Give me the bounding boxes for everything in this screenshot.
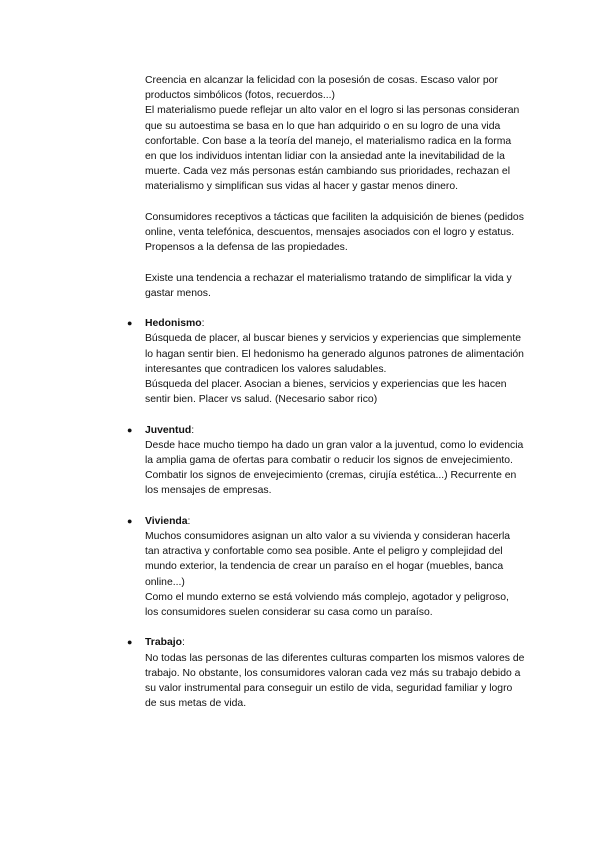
section-title: Trabajo (145, 637, 182, 649)
section-line: Muchos consumidores asignan un alto valor a su vivienda y consideran hacerla tan atractiva y confortable como sea posible. Ante el peligro y complejidad del mundo exterior, la tendencia de crear un paraíso en el hogar (muebles, banca online...) (145, 531, 511, 588)
intro-paragraph-3: Consumidores receptivos a tácticas que faciliten la adquisición de bienes (pedidos online, venta telefónica, descuentos, mensajes asociados con el logro y estatus. Propensos a la defensa de las propiedades. (145, 211, 524, 254)
section-juventud (127, 423, 525, 499)
intro-paragraph-4: Existe una tendencia a rechazar el materialismo tratando de simplificar la vida y gastar menos. (145, 272, 512, 299)
section-colon: : (181, 637, 185, 649)
section-line: Búsqueda de placer, al buscar bienes y servicios y experiencias que simplemente lo hagan sentir bien. El hedonismo ha generado algunos patrones de alimentación interesantes que contradicen los valores saludables. (145, 333, 524, 375)
section-line: Combatir los signos de envejecimiento (cremas, cirujía estética...) Recurrente en los mensajes de empresas. (145, 470, 517, 497)
intro-paragraph-1: Creencia en alcanzar la felicidad con la posesión de cosas. Escaso valor por productos simbólicos (fotos, recuerdos...) (145, 75, 498, 102)
paragraph-gap (145, 407, 525, 422)
section-line: No todas las personas de las diferentes culturas comparten los mismos valores de trabajo. No obstante, los consumidores valoran cada vez más su trabajo debido a su valor instrumental para conseguir un estilo de vida, seguridad familiar y logro de sus metas de vida. (145, 652, 525, 710)
section-colon: : (187, 515, 191, 527)
section-heading (145, 635, 525, 650)
paragraph-gap (145, 301, 525, 316)
section-line: Desde hace mucho tiempo ha dado un gran valor a la juventud, como lo evidencia la amplia gama de ofertas para combatir o reducir los signos de envejecimiento. (145, 439, 524, 467)
section-title: Hedonismo (145, 318, 202, 330)
bullet-icon: ● (127, 424, 133, 435)
section-trabajo (127, 635, 525, 711)
paragraph-gap (145, 620, 525, 635)
section-line: Búsqueda del placer. Asocian a bienes, servicios y experiencias que les hacen sentir bien. Placer vs salud. (Necesario sabor rico) (145, 379, 507, 406)
section-vivienda (127, 514, 525, 620)
bullet-icon: ● (127, 515, 133, 526)
section-hedonismo (127, 316, 525, 407)
bullet-icon: ● (127, 318, 133, 329)
intro-paragraph-2: El materialismo puede reflejar un alto valor en el logro si las personas consideran que su autoestima se basa en lo que han adquirido o en su logro de una vida confortable. Con base a la teoría del manejo, el materialismo radica en la forma en que los individuos intentan lidiar con la ansiedad ante la inevitabilidad de la muerte. Cada vez más personas están cambiando sus prioridades, rechazan el materialismo y simplifican sus vidas al hacer y gastar menos dinero. (145, 105, 520, 193)
section-title: Vivienda (145, 515, 188, 527)
section-line: Como el mundo externo se está volviendo más complejo, agotador y peligroso, los consumidores suelen considerar su casa como un paraíso. (145, 591, 509, 619)
section-heading (145, 423, 525, 438)
document-body (127, 73, 525, 711)
section-heading (145, 514, 525, 529)
paragraph-gap (145, 195, 525, 210)
section-colon: : (191, 424, 195, 436)
section-colon: : (201, 318, 205, 330)
section-heading (145, 316, 525, 331)
paragraph-gap (145, 499, 525, 514)
section-title: Juventud (145, 424, 192, 436)
bullet-icon: ● (127, 637, 133, 648)
paragraph-gap (145, 255, 525, 270)
